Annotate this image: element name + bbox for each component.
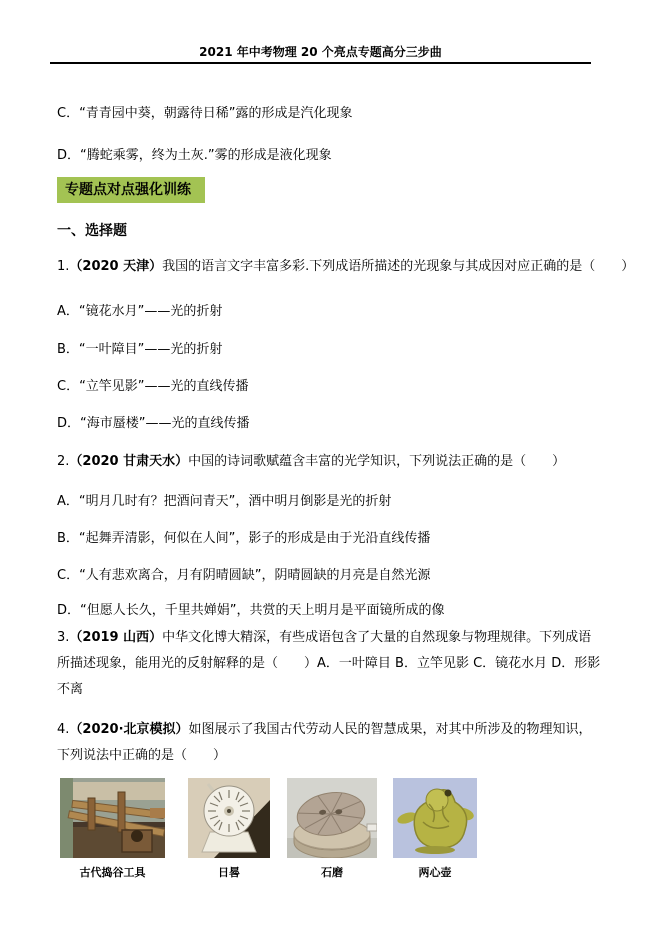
question-2-option-c: C．“人有悲欢离合，月有阴晴圆缺”，阴晴圆缺的月亮是自然光源 — [57, 568, 431, 583]
question-2-source: （2020 甘肃天水） — [69, 454, 189, 469]
figure-caption: 石磨 — [321, 866, 343, 879]
figure-caption: 日晷 — [218, 866, 240, 879]
figure-caption: 两心壶 — [418, 866, 452, 879]
section-banner — [57, 177, 205, 203]
section-banner-label: 专题点对点强化训练 — [65, 182, 191, 198]
question-1-source: （2020 天津） — [69, 259, 163, 274]
question-4-text: 如图展示了我国古代劳动人民的智慧成果，对其中所涉及的物理知识，下列说法中正确的是（ ） — [57, 722, 592, 763]
question-1-number: 1. — [57, 259, 70, 274]
stone-mill-photo — [287, 778, 377, 858]
question-4-source: （2020·北京模拟） — [69, 722, 189, 737]
question-2-option-d: D．“但愿人长久，千里共婵娟”，共赏的天上明月是平面镜所成的像 — [57, 603, 445, 618]
question-3-text: 中华文化博大精深，有些成语包含了大量的自然现象与物理规律。下列成语所描述现象，能用光的反射解释的是（ ）A．一叶障目 B．立竿见影 C．镜花水月 D．形影不离 — [57, 630, 601, 697]
question-2-option-a: A．“明月几时有？把酒问青天”，酒中明月倒影是光的折射 — [57, 494, 392, 509]
question-2-text: 中国的诗词歌赋蕴含丰富的光学知识，下列说法正确的是（ ） — [188, 454, 566, 469]
question-1-text: 我国的语言文字丰富多彩.下列成语所描述的光现象与其成因对应正确的是（ ） — [162, 259, 635, 274]
question-4-number: 4. — [57, 722, 70, 737]
figure-caption: 古代捣谷工具 — [79, 866, 146, 879]
grain-pounding-tool-photo — [60, 778, 165, 858]
question-1-stem — [57, 258, 635, 276]
carryover-option-c: C．“青青园中葵，朝露待日稀”露的形成是汽化现象 — [57, 106, 353, 121]
figure-two-heart-pot — [393, 778, 477, 880]
question-4-stem — [57, 717, 603, 769]
page-header — [50, 44, 591, 64]
question-1-option-d: D．“海市蜃楼”——光的直线传播 — [57, 416, 250, 431]
section-heading: 一、选择题 — [57, 223, 127, 239]
question-2-option-b: B．“起舞弄清影，何似在人间”，影子的形成是由于光沿直线传播 — [57, 531, 431, 546]
figure-sundial — [188, 778, 270, 880]
question-3-stem — [57, 625, 603, 703]
question-3-number: 3. — [57, 630, 70, 645]
figure-grain-pounder — [60, 778, 165, 880]
sundial-photo — [188, 778, 270, 858]
question-2-number: 2. — [57, 454, 70, 469]
question-2-stem — [57, 453, 603, 471]
figure-row — [57, 778, 603, 896]
two-heart-pot-photo — [393, 778, 477, 858]
figure-stone-mill — [287, 778, 377, 880]
document-body — [0, 105, 661, 896]
document-title: 2021 年中考物理 20 个亮点专题高分三步曲 — [199, 45, 442, 59]
question-3-source: （2019 山西） — [69, 630, 163, 645]
question-1-option-c: C．“立竿见影”——光的直线传播 — [57, 379, 249, 394]
question-1-option-b: B．“一叶障目”——光的折射 — [57, 342, 223, 357]
carryover-option-d: D．“腾蛇乘雾，终为土灰.”雾的形成是液化现象 — [57, 148, 332, 163]
question-1-option-a: A．“镜花水月”——光的折射 — [57, 304, 223, 319]
